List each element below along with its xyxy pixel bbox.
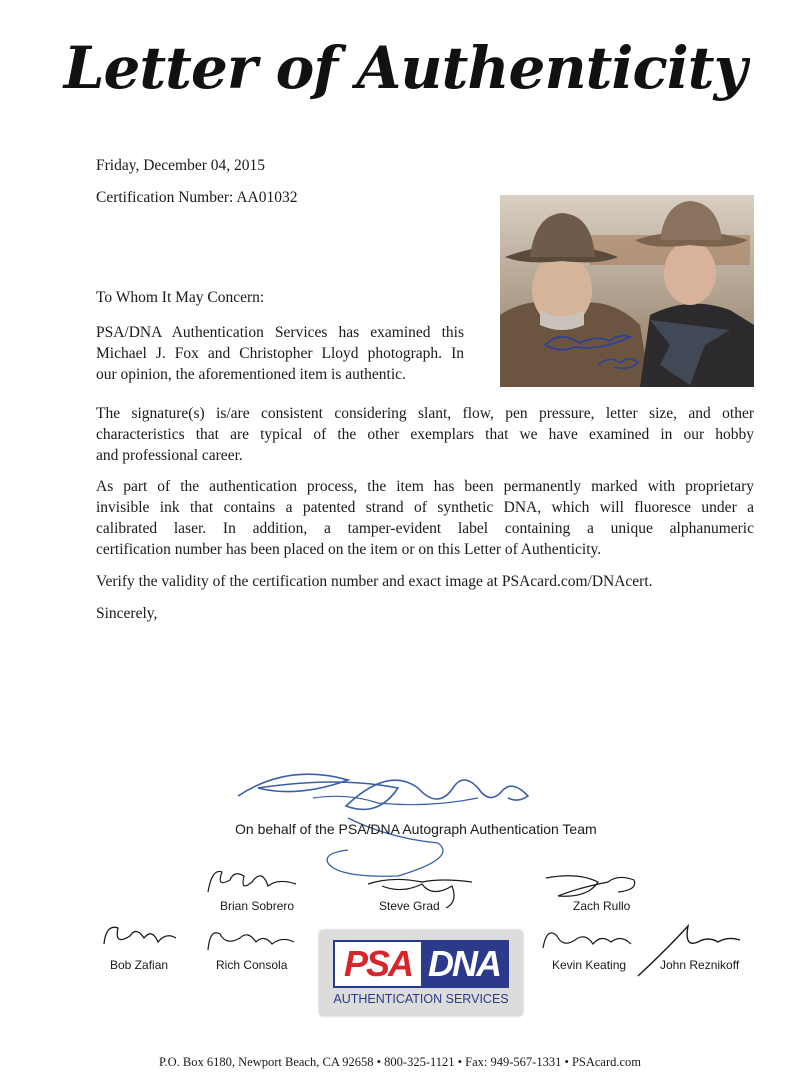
- verify-line: Verify the validity of the certification number and exact image at PSAcard.com/DNAcert.: [96, 573, 653, 590]
- john-reznikoff-name: John Reznikoff: [660, 958, 740, 972]
- kevin-keating-signature: [535, 922, 635, 958]
- text-line: calibrated laser. In addition, a tamper-evident label containing a unique alphanumeric: [96, 520, 754, 537]
- text-line: As part of the authentication process, the item has been permanently marked with proprietary: [96, 478, 754, 495]
- paragraph-dna-process: [96, 476, 754, 560]
- letter-date: Friday, December 04, 2015: [96, 157, 266, 174]
- salutation: To Whom It May Concern:: [96, 289, 265, 306]
- text-line: characteristics that are typical of the other exemplars that we have examined in our hobby: [96, 426, 754, 443]
- closing: Sincerely,: [96, 605, 158, 622]
- bob-zafian-signature: [96, 918, 186, 958]
- bob-zafian-name: Bob Zafian: [110, 958, 169, 972]
- brian-sobrero-signature: [200, 862, 300, 902]
- cert-label: Certification Number:: [96, 189, 234, 206]
- cert-number: AA01032: [236, 189, 298, 206]
- logo-tagline: AUTHENTICATION SERVICES: [333, 992, 509, 1006]
- john-reznikoff-signature: [628, 918, 748, 982]
- psa-dna-logo: [319, 930, 523, 1016]
- psa-wordmark: PSA: [335, 942, 421, 986]
- paragraph-examination: [96, 322, 464, 385]
- autographed-photo: [500, 195, 754, 387]
- kevin-keating-name: Kevin Keating: [552, 958, 627, 972]
- dna-wordmark: DNA: [421, 942, 507, 986]
- text-line: PSA/DNA Authentication Services has examined this: [96, 324, 464, 341]
- brian-sobrero-name: Brian Sobrero: [220, 899, 295, 913]
- text-line: and professional career.: [96, 447, 243, 464]
- text-line: The signature(s) is/are consistent considering slant, flow, pen pressure, letter size, and other: [96, 405, 754, 422]
- zach-rullo-name: Zach Rullo: [573, 899, 631, 913]
- psa-dna-wordmark: [333, 940, 509, 988]
- rich-consola-signature: [200, 922, 300, 958]
- text-line: invisible ink that contains a patented strand of synthetic DNA, which will fluoresce under a: [96, 499, 754, 516]
- text-line: our opinion, the aforementioned item is authentic.: [96, 366, 406, 383]
- letter-title: [60, 10, 750, 105]
- svg-text:Letter of Authenticity: Letter of Authenticity: [63, 34, 747, 102]
- rich-consola-name: Rich Consola: [216, 958, 288, 972]
- steve-grad-name: Steve Grad: [379, 899, 440, 913]
- footer-contact: P.O. Box 6180, Newport Beach, CA 92658 • 800-325-1121 • Fax: 949-567-1331 • PSAcard.com: [158, 1055, 642, 1069]
- team-line: On behalf of the PSA/DNA Autograph Authentication Team: [235, 821, 597, 837]
- certification-line: [96, 187, 297, 209]
- text-line: certification number has been placed on the item or on this Letter of Authenticity.: [96, 541, 602, 558]
- paragraph-consistency: [96, 403, 754, 466]
- text-line: Michael J. Fox and Christopher Lloyd photograph. In: [96, 345, 464, 362]
